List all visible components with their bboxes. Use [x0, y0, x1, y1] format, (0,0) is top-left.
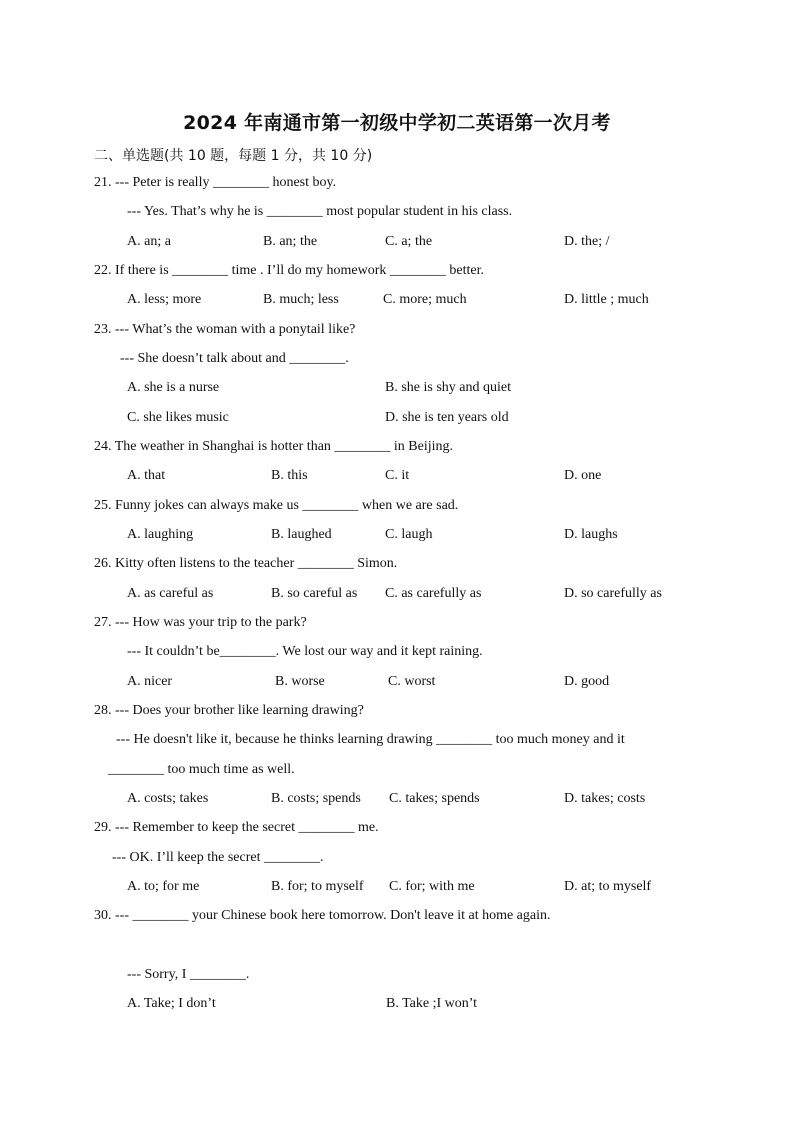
question-27-option-d[interactable]: D. good	[564, 674, 610, 689]
question-29-response: --- OK. I’ll keep the secret ________.	[112, 850, 324, 865]
question-22-option-c[interactable]: C. more; much	[383, 292, 467, 307]
question-28-option-b[interactable]: B. costs; spends	[271, 791, 361, 806]
question-23-stem: 23. --- What’s the woman with a ponytail like?	[94, 322, 356, 337]
question-25-option-d[interactable]: D. laughs	[564, 527, 618, 542]
question-24-stem: 24. The weather in Shanghai is hotter than ________ in Beijing.	[94, 439, 454, 454]
question-29-option-c[interactable]: C. for; with me	[389, 879, 475, 894]
question-25-option-a[interactable]: A. laughing	[127, 527, 194, 542]
question-26-option-a[interactable]: A. as careful as	[127, 586, 214, 601]
question-28-option-d[interactable]: D. takes; costs	[564, 791, 646, 806]
question-25-option-b[interactable]: B. laughed	[271, 527, 332, 542]
question-22-option-a[interactable]: A. less; more	[127, 292, 202, 307]
question-26-option-d[interactable]: D. so carefully as	[564, 586, 662, 601]
question-27-response: --- It couldn’t be________. We lost our way and it kept raining.	[127, 644, 483, 659]
question-21-option-a[interactable]: A. an; a	[127, 234, 171, 249]
question-24-option-d[interactable]: D. one	[564, 468, 602, 483]
question-28-response-cont: ________ too much time as well.	[108, 762, 295, 777]
question-21-response: --- Yes. That’s why he is ________ most popular student in his class.	[127, 204, 513, 219]
question-28-response: --- He doesn't like it, because he thinks learning drawing ________ too much money and it	[116, 732, 625, 747]
question-21-option-c[interactable]: C. a; the	[385, 234, 433, 249]
question-28-option-c[interactable]: C. takes; spends	[389, 791, 480, 806]
question-29-stem: 29. --- Remember to keep the secret ________ me.	[94, 820, 379, 835]
question-30-option-b[interactable]: B. Take ;I won’t	[386, 996, 478, 1011]
question-27-option-b[interactable]: B. worse	[275, 674, 325, 689]
question-21-option-d[interactable]: D. the; /	[564, 234, 610, 249]
question-28-option-a[interactable]: A. costs; takes	[127, 791, 209, 806]
question-27-option-a[interactable]: A. nicer	[127, 674, 173, 689]
question-21-option-b[interactable]: B. an; the	[263, 234, 318, 249]
question-26-stem: 26. Kitty often listens to the teacher ________ Simon.	[94, 556, 398, 571]
question-29-option-b[interactable]: B. for; to myself	[271, 879, 364, 894]
question-23-option-b[interactable]: B. she is shy and quiet	[385, 380, 511, 395]
question-26-option-b[interactable]: B. so careful as	[271, 586, 358, 601]
question-25-option-c[interactable]: C. laugh	[385, 527, 433, 542]
question-22-option-b[interactable]: B. much; less	[263, 292, 339, 307]
question-22-option-d[interactable]: D. little ; much	[564, 292, 649, 307]
question-24-option-b[interactable]: B. this	[271, 468, 308, 483]
question-23-response: --- She doesn’t talk about and ________.	[120, 351, 349, 366]
question-21-stem: 21. --- Peter is really ________ honest boy.	[94, 175, 337, 190]
question-23-option-d[interactable]: D. she is ten years old	[385, 410, 509, 425]
question-27-stem: 27. --- How was your trip to the park?	[94, 615, 307, 630]
question-30-option-a[interactable]: A. Take; I don’t	[127, 996, 216, 1011]
question-29-option-a[interactable]: A. to; for me	[127, 879, 200, 894]
question-22-stem: 22. If there is ________ time . I’ll do my homework ________ better.	[94, 263, 484, 278]
question-29-option-d[interactable]: D. at; to myself	[564, 879, 652, 894]
question-27-option-c[interactable]: C. worst	[388, 674, 436, 689]
question-23-option-c[interactable]: C. she likes music	[127, 410, 229, 425]
question-25-stem: 25. Funny jokes can always make us ________ when we are sad.	[94, 498, 459, 513]
question-26-option-c[interactable]: C. as carefully as	[385, 586, 482, 601]
exam-title: 2024 年南通市第一初级中学初二英语第一次月考	[183, 112, 611, 134]
question-30-stem: 30. --- ________ your Chinese book here tomorrow. Don't leave it at home again.	[94, 908, 551, 923]
question-24-option-a[interactable]: A. that	[127, 468, 166, 483]
question-24-option-c[interactable]: C. it	[385, 468, 410, 483]
question-28-stem: 28. --- Does your brother like learning drawing?	[94, 703, 364, 718]
question-30-response: --- Sorry, I ________.	[127, 967, 250, 982]
section-heading: 二、单选题(共 10 题，每题 1 分，共 10 分)	[94, 148, 373, 164]
question-23-option-a[interactable]: A. she is a nurse	[127, 380, 220, 395]
